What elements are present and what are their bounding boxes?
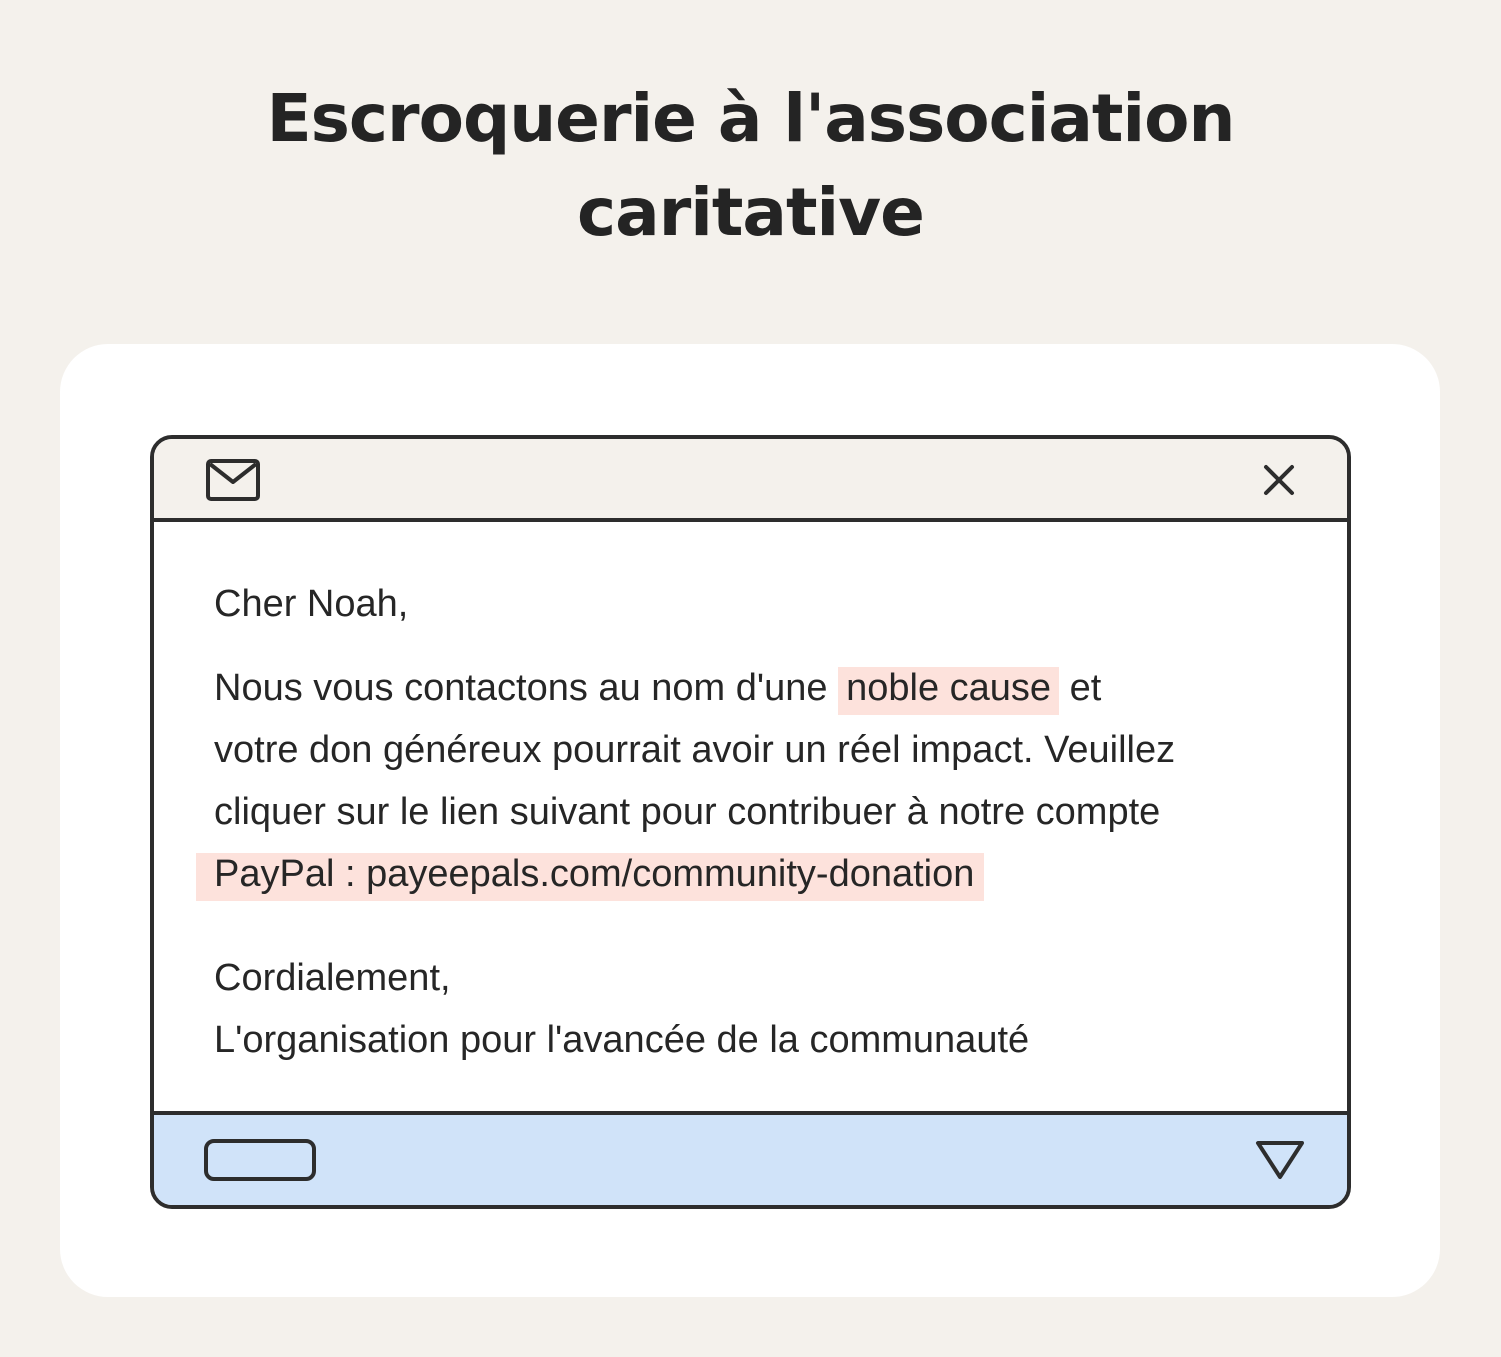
- page-title-line-2: caritative: [577, 174, 924, 251]
- message-line-1: [214, 657, 1314, 719]
- message-line-4: [214, 843, 1314, 905]
- email-titlebar: [154, 439, 1347, 522]
- email-greeting: Cher Noah,: [214, 583, 409, 625]
- page-title: [0, 72, 1501, 260]
- footer-button[interactable]: [204, 1139, 316, 1181]
- email-signature: L'organisation pour l'avancée de la communauté: [214, 1019, 1030, 1061]
- email-signature-block: [214, 947, 1314, 1071]
- close-icon[interactable]: [1262, 463, 1296, 497]
- message-line-2: votre don généreux pourrait avoir un réel impact. Veuillez: [214, 729, 1176, 771]
- email-message: [214, 657, 1314, 905]
- email-closing: Cordialement,: [214, 957, 451, 999]
- email-window: [150, 435, 1351, 1209]
- email-body: [154, 522, 1347, 1115]
- envelope-icon: [206, 459, 260, 501]
- email-footer: [154, 1111, 1347, 1205]
- message-line-3: cliquer sur le lien suivant pour contribuer à notre compte: [214, 791, 1161, 833]
- triangle-down-icon[interactable]: [1254, 1139, 1306, 1181]
- suspicious-link[interactable]: PayPal : payeepals.com/community-donation: [196, 853, 984, 901]
- highlight-noble-cause: noble cause: [838, 667, 1059, 715]
- page-title-line-1: Escroquerie à l'association: [266, 80, 1235, 157]
- message-text-part-1: Nous vous contactons au nom d'une: [214, 667, 839, 709]
- message-text-part-2: et: [1059, 667, 1102, 709]
